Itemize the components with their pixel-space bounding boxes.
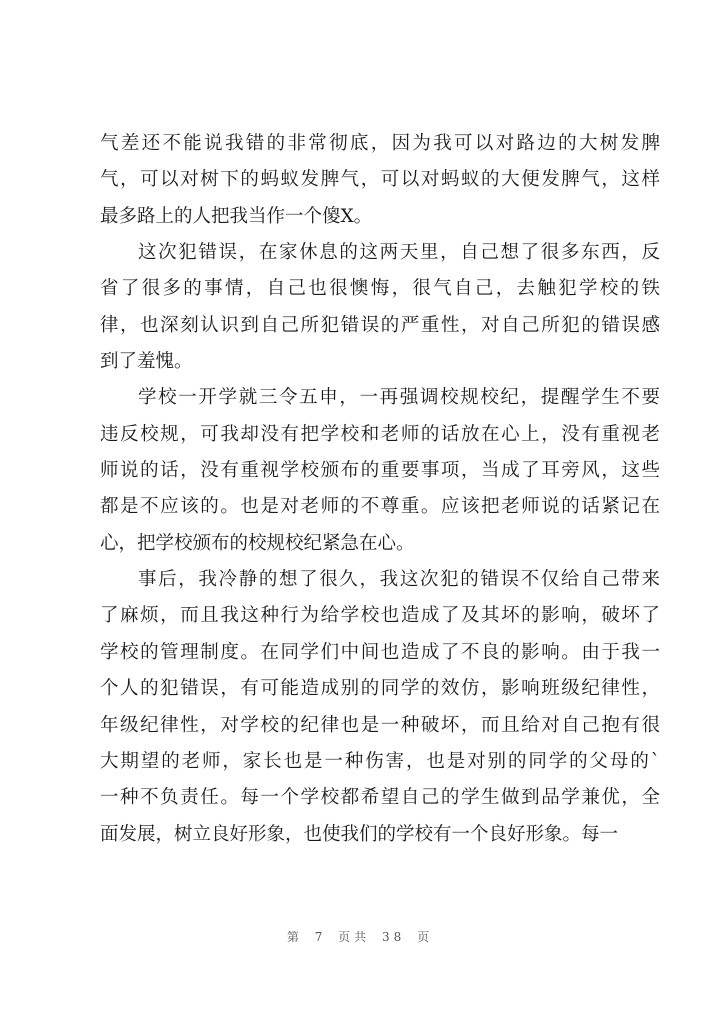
text-line: 省了很多的事情，自己也很懊悔，很气自己，去触犯学校的铁 [100,278,660,300]
paragraph [100,380,660,562]
text-line: 都是不应该的。也是对老师的不尊重。应该把老师说的话紧记在 [100,496,660,518]
footer-total-pages: 38 [382,930,406,944]
page-footer [0,928,720,945]
paragraph [100,126,660,235]
footer-suffix: 页 [417,930,434,944]
text-line: 到了羞愧。 [100,351,193,373]
text-line: 气差还不能说我错的非常彻底，因为我可以对路边的大树发脾 [100,133,660,154]
text-line: 气，可以对树下的蚂蚁发脾气，可以对蚂蚁的大便发脾气，这样 [100,169,660,191]
text-line: 年级纪律性，对学校的纪律也是一种破坏，而且给对自己抱有很 [100,714,660,736]
paragraph [100,235,660,380]
text-line: 违反校规，可我却没有把学校和老师的话放在心上，没有重视老 [100,423,660,445]
text-line: 一种不负责任。每一个学校都希望自己的学生做到品学兼优，全 [100,787,660,809]
text-line: 面发展，树立良好形象，也使我们的学校有一个良好形象。每一 [100,823,619,845]
footer-page-number: 7 [314,930,327,944]
text-line: 学校一开学就三令五申，一再强调校规校纪，提醒学生不要 [138,387,660,409]
text-line: 事后，我冷静的想了很久，我这次犯的错误不仅给自己带来 [138,569,660,591]
text-line: 心，把学校颁布的校规校纪紧急在心。 [100,532,415,554]
text-line: 这次犯错误，在家休息的这两天里，自己想了很多东西，反 [138,242,660,264]
text-line: 学校的管理制度。在同学们中间也造成了不良的影响。由于我一 [100,641,660,663]
text-line: 了麻烦，而且我这种行为给学校也造成了及其坏的影响，破坏了 [100,605,660,627]
text-line: 最多路上的人把我当作一个傻X。 [100,205,373,227]
text-line: 大期望的老师，家长也是一种伤害，也是对别的同学的父母的` [100,750,660,772]
footer-middle: 页共 [338,930,371,944]
footer-prefix: 第 [286,930,303,944]
paragraph [100,562,660,853]
text-line: 律，也深刻认识到自己所犯错误的严重性，对自己所犯的错误感 [100,314,660,336]
body-text [100,126,660,853]
text-line: 师说的话，没有重视学校颁布的重要事项，当成了耳旁风，这些 [100,460,660,482]
text-line: 个人的犯错误，有可能造成别的同学的效仿，影响班级纪律性， [100,678,660,700]
